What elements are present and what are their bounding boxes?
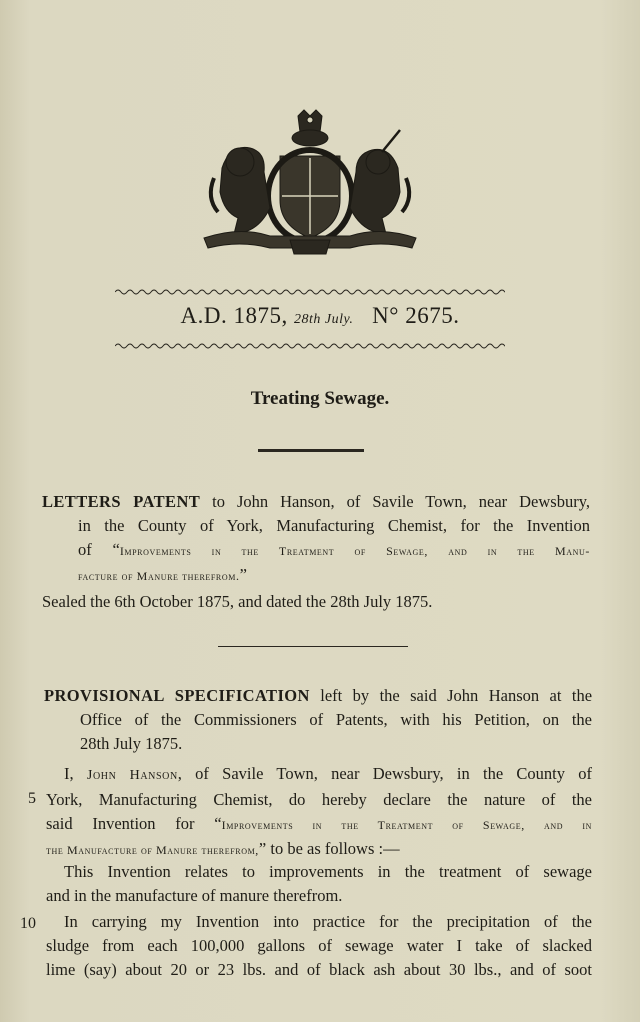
declaration-line-3-pre: said Invention for “ — [46, 814, 222, 833]
patent-number: N° 2675. — [372, 303, 460, 328]
provisional-line-1-text: left by the said John Hanson at the — [320, 686, 593, 705]
declaration-line-4-post: ” to be as follows :— — [258, 839, 400, 858]
relates-line-1: This Invention relates to improvements in the treatment of sewage — [64, 862, 592, 881]
title-rule — [258, 449, 364, 452]
letters-patent-lead: LETTERS PATENT — [42, 492, 201, 511]
carrying-line-1: In carrying my Invention into practice for the precipitation of the — [64, 912, 592, 931]
provisional-line-2: Office of the Commissioners of Patents, with his Petition, on the — [80, 710, 592, 729]
provisional-line-1 — [44, 684, 592, 708]
letters-patent-line-4 — [42, 563, 590, 588]
ad-year: A.D. 1875, — [180, 303, 288, 328]
relates-paragraph — [46, 860, 592, 908]
carrying-line-2: sludge from each 100,000 gallons of sewage water I take of slacked — [46, 936, 592, 955]
carrying-line-3: lime (say) about 20 or 23 lbs. and of black ash about 30 lbs., and of soot — [46, 960, 592, 979]
carrying-paragraph — [46, 910, 592, 982]
declaration-name: John Hanson — [86, 768, 178, 783]
declaration-line-4 — [46, 837, 592, 862]
section-rule — [218, 646, 408, 647]
letters-patent-line-3 — [42, 538, 590, 563]
wavy-rule-bottom — [115, 340, 505, 350]
letters-patent-line-3-sc: Improvements in the Treatment of Sewage, and in the Manu- — [119, 544, 590, 558]
letters-patent-line-1 — [42, 490, 590, 514]
letters-patent-line-4-sc: facture of Manure therefrom. — [78, 569, 240, 583]
declaration-line-2: York, Manufacturing Chemist, do hereby declare the nature of the — [46, 790, 592, 809]
declaration-line-1-pre: I, — [64, 764, 74, 783]
letters-patent-line-3-pre: of “ — [78, 540, 120, 559]
declaration-line-1-post: , of Savile Town, near Dewsbury, in the County of — [177, 764, 592, 783]
sealed-line — [42, 590, 432, 614]
relates-line-2: and in the manufacture of manure therefrom. — [46, 886, 343, 905]
provisional-paragraph — [44, 684, 592, 756]
declaration-line-3-sc: Improvements in the Treatment of Sewage, and in — [221, 818, 592, 832]
declaration-line-1 — [46, 762, 592, 788]
sealed-text: Sealed the 6th October 1875, and dated the 28th July 1875. — [42, 592, 433, 611]
declaration-line-4-sc: the Manufacture of Manure therefrom, — [46, 843, 259, 857]
letters-patent-line-4-post: ” — [239, 565, 247, 584]
declaration-paragraph — [46, 762, 592, 862]
letters-patent-line-2: in the County of York, Manufacturing Chemist, for the Invention — [78, 516, 590, 535]
provisional-lead: PROVISIONAL SPECIFICATION — [44, 686, 310, 705]
letters-patent-paragraph — [42, 490, 590, 588]
document-title: Treating Sewage. — [250, 388, 390, 409]
wavy-rule-top — [115, 286, 505, 296]
line-number-10: 10 — [20, 915, 36, 932]
patent-heading — [100, 303, 540, 329]
letters-patent-line-1-text: to John Hanson, of Savile Town, near Dewsbury, — [212, 492, 591, 511]
royal-coat-of-arms-icon — [200, 108, 420, 258]
line-number-5: 5 — [28, 790, 36, 807]
declaration-line-3 — [46, 812, 592, 837]
patent-date: 28th July. — [293, 312, 354, 327]
provisional-line-3: 28th July 1875. — [80, 734, 183, 753]
